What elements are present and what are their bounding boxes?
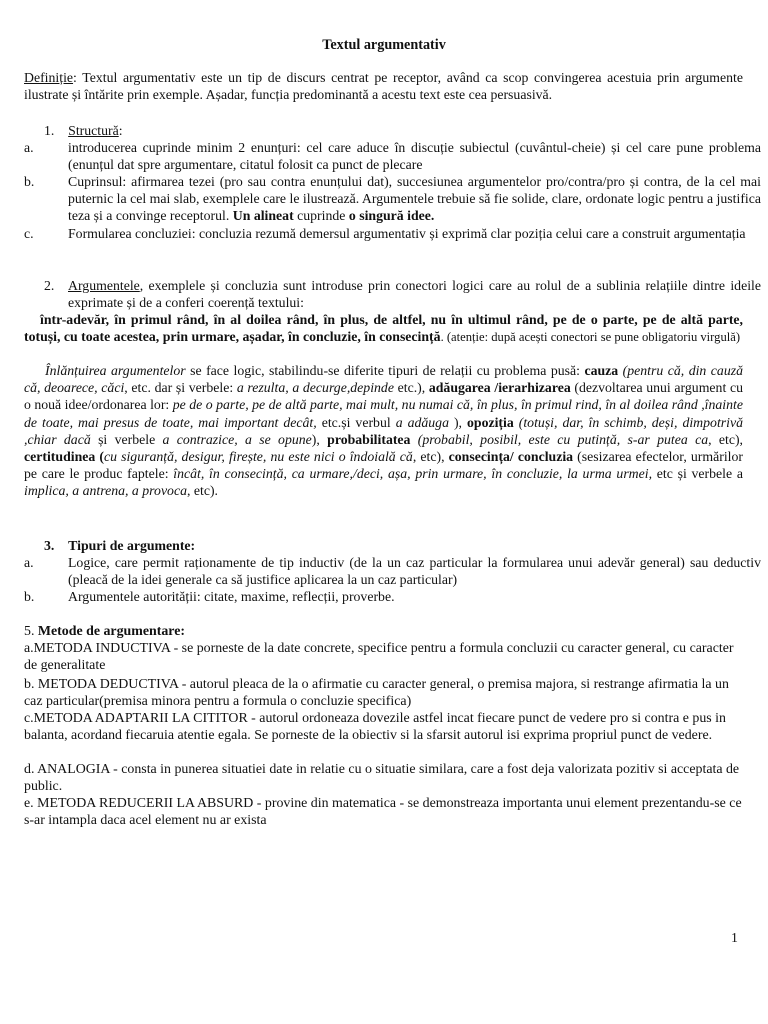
item-marker: a. — [24, 555, 34, 570]
section-2-connectors — [24, 311, 743, 346]
relation-certitudinea: certitudinea ( — [24, 449, 104, 465]
section-1-number: 1. — [44, 123, 55, 138]
section-3-title: Tipuri de argumente: — [68, 538, 196, 553]
item-marker: c. — [24, 226, 34, 241]
section-2-number: 2. — [44, 278, 55, 293]
section-2-chain: Înlănțuirea argumentelor se face logic, stabilindu-se diferite tipuri de relații cu problema pusă: cauza (pentru că, din cauză că, deoarece, căci, etc. dar și verbele: a rezulta, a decurge,depinde etc.), adăugarea /ierarhizarea (dezvoltarea unui argument cu o nouă idee/ordonarea lor: pe de o parte, pe de altă parte, mai mult, nu numai că, în plus, în primul rind, în al doilea rând ,înainte de toate, mai presus de toate, mai important decât, etc.și verbul a adăuga ), opoziția (totuși, dar, în schimb, deși, dimpotrivă ,chiar dacă și verbele a contrazice, a se opune), probabilitatea (probabil, posibil, este cu putință, s-ar putea ca, etc), certitudinea (cu siguranță, desigur, firește, nu este nici o îndoială că, etc), consecința/ concluzia (sesizarea efectelor, urmărilor pe care le produc faptele: încât, în consecință, ca urmare,/deci, așa, prin urmare, în concluzie, la urma urmei, etc și verbele a implica, a antrena, a provoca, etc). — [24, 363, 744, 499]
item-marker: b. — [24, 174, 35, 189]
method-inductiva: a.METODA INDUCTIVA - se porneste de la date concrete, specifice pentru a formula concluzii cu caracter general, cu caracter de generalitate — [24, 641, 734, 674]
item-text: Cuprinsul: afirmarea tezei (pro sau contra enunțului dat), succesiunea argumentelor pro/contra/pro și contra, de la cel mai puternic la cel mai slab, exemplele care le ilustrează. Argumentele trebuie să fie solide, clare, ordonate logic pentru a justifica teza și a convinge receptorul. Un alineat cuprinde o singură idee. — [68, 174, 761, 224]
section-1-item-c — [24, 225, 761, 261]
section-5-heading — [24, 623, 748, 640]
section-3-heading — [44, 537, 744, 554]
item-text: Formularea concluziei: concluzia rezumă demersul argumentativ și exprimă clar poziția celui care a construit argumentația — [68, 226, 746, 241]
section-1-colon: : — [118, 123, 123, 138]
connectors-note: . (atenție: după acești conectori se pune obligatoriu virgulă) — [440, 330, 741, 345]
item-marker: b. — [24, 589, 35, 604]
definition-label: Definiție — [24, 70, 74, 85]
section-5-title: Metode de argumentare: — [37, 624, 185, 639]
item-marker: a. — [24, 140, 34, 155]
section-3-item-a — [24, 554, 761, 590]
section-1-item-a — [24, 139, 761, 175]
section-5-number: 5. — [24, 624, 38, 639]
relation-adaugarea: adăugarea /ierarhizarea — [428, 380, 571, 396]
item-text: Argumentele autorității: citate, maxime, reflecții, proverbe. — [68, 589, 395, 604]
method-reducerii: e. METODA REDUCERII LA ABSURD - provine din matematica - se demonstreaza importanta unui element prezentandu-se ce s-ar intampla daca acel element nu ar exista — [24, 796, 742, 829]
section-1-heading — [44, 122, 744, 139]
item-text: introducerea cuprinde minim 2 enunțuri: cel care aduce în discuție subiectul (cuvântul-cheie) și cel care pune problema (enunțul dat spre argumentare, citatul folosit ca punct de plecare — [68, 140, 761, 173]
section-3-number: 3. — [44, 538, 55, 553]
method-adaptarii: c.METODA ADAPTARII LA CITITOR - autorul ordoneaza dovezile astfel incat fiecare punct de vedere pro si contra e pus in balanta, acordand fiecaruia atentie egala. Se porneste de la obiectiv si la sfarsit autorul isi exprima propriul punct de vedere. — [24, 711, 726, 744]
section-1-item-b — [24, 173, 761, 227]
item-text: Logice, care permit raționamente de tip inductiv (de la un caz particular la formularea unui adevăr general) sau deductiv (pleacă de la idei generale ca să justifice aplicarea la un caz particular) — [68, 555, 761, 588]
page-title: Textul argumentativ — [322, 37, 446, 53]
section-1-title: Structură — [68, 123, 119, 138]
method-analogia: d. ANALOGIA - consta in punerea situatiei date in relatie cu o situatie similara, care a fost deja valorizata pozitiv si acceptata de public. — [24, 762, 740, 795]
method-deductiva: b. METODA DEDUCTIVA - autorul pleaca de la o afirmatie cu caracter general, o premisa majora, si restrange afirmatia la un caz particular(premisa minora pentru a formula o concluzie specifica) — [24, 677, 729, 710]
definition-text: : Textul argumentativ este un tip de discurs centrat pe receptor, având ca scop convingerea acestuia prin argumente ilustrate și întărite prin exemple. Așadar, funcția predominantă a acestu text este cea persuasivă. — [24, 70, 743, 103]
relation-opozitia: opoziția — [467, 414, 514, 430]
relation-consecinta: consecința/ concluzia — [448, 449, 574, 465]
relation-probabilitatea: probabilitatea — [327, 431, 411, 447]
definition-paragraph — [24, 69, 743, 103]
section-2-title: Argumentele — [68, 278, 140, 293]
connectors-list: într-adevăr, în primul rând, în al doilea rând, în plus, de altfel, nu în ultimul rând, pe de o parte, pe de altă parte, totuși, cu toate acestea, prin urmare, așadar, în concluzie, în consecință — [24, 312, 743, 345]
relation-cauza: cauza — [584, 363, 619, 378]
page-number: 1 — [731, 930, 738, 945]
document-page: Textul argumentativ Definiție: Textul argumentativ este un tip de discurs centrat pe receptor, având ca scop convingerea acestuia prin argumente ilustrate și întărite prin exemple. Așadar, funcția predominantă a acestu text este cea persuasivă. 1. Structură: a. introducerea cuprinde minim 2 enunțuri: cel care aduce în discuție subiectul (cuvântul-cheie) și cel care pune problema (enunțul dat spre argumentare, citatul folosit ca punct de plecare b. Cuprinsul: afirmarea tezei (pro sau contra enunțului dat), succesiunea argumentelor pro/contra/pro și contra, de la cel mai puternic la cel mai slab, exemplele care le ilustrează. Argumentele trebuie să fie solide, clare, ordonate logic pentru a justifica teza și a convinge receptorul. Un alineat cuprinde o singură idee. c. Formularea concluziei: concluzia rezumă demersul argumentativ și exprimă clar poziția celui care a construit argumentația 2. Argumentele, exemplele și concluzia sunt introduse prin conectori logici care au rolul de a sublinia relațiile dintre ideile exprimate și de a conferi coerență textului: într-adevăr, în primul rând, în al doilea rând, în plus, de altfel, nu în ultimul rând, pe de o parte, pe de altă parte, totuși, cu toate acestea, prin urmare, așadar, în concluzie, în consecință. (atenție: după acești conectori se pune obligatoriu virgulă) Înlănțuirea argumentelor se face logic, stabilindu-se diferite tipuri de relații cu problema pusă: cauza (pentru că, din cauză că, deoarece, căci, etc. dar și verbele: a rezulta, a decurge,depinde etc.), adăugarea /ierarhizarea (dezvoltarea unui argument cu o nouă idee/ordonarea lor: pe de o parte, pe de altă parte, mai mult, nu numai că, în plus, în primul rind, în al doilea rând ,înainte de toate, mai presus de toate, mai important decât, etc.și verbul a adăuga ), opoziția (totuși, dar, în schimb, deși, dimpotrivă ,chiar dacă și verbele a contrazice, a se opune), probabilitatea (probabil, posibil, este cu putință, s-ar putea ca, etc), certitudinea (cu siguranță, desigur, firește, nu este nici o îndoială că, etc), consecința/ concluzia (sesizarea efectelor, urmărilor pe care le produc faptele: încât, în consecință, ca urmare,/deci, așa, prin urmare, în concluzie, la urma urmei, etc și verbele a implica, a antrena, a provoca, etc). 3. Tipuri de argumente: a. Logice, care permit raționamente de tip inductiv (de la un caz particular la formularea unui adevăr general) sau deductiv (pleacă de la idei generale ca să justifice aplicarea la un caz particular) b. Argumentele autorității: citate, maxime, reflecții, proverbe. 5. Metode de argumentare: a.METODA INDUCTIVA - se porneste de la date concrete, specifice pentru a formula concluzii cu caracter general, cu caracter de generalitate b. METODA DEDUCTIVA - autorul pleaca de la o afirmatie cu caracter general, o premisa majora, si restrange afirmatia la un caz particular(premisa minora pentru a formula o concluzie specifica) c.METODA ADAPTARII LA CITITOR - autorul ordoneaza dovezile astfel incat fiecare punct de vedere pro si contra e pus in balanta, acordand fiecaruia atentie egala. Se porneste de la obiectiv si la sfarsit autorul isi exprima propriul punct de vedere. d. ANALOGIA - consta in punerea situatiei date in relatie cu o situatie similara, care a fost deja valorizata pozitiv si acceptata de public. e. METODA REDUCERII LA ABSURD - provine din matematica - se demonstreaza importanta unui element prezentandu-se ce s-ar intampla daca acel element nu ar exista 1 — [24, 37, 761, 945]
